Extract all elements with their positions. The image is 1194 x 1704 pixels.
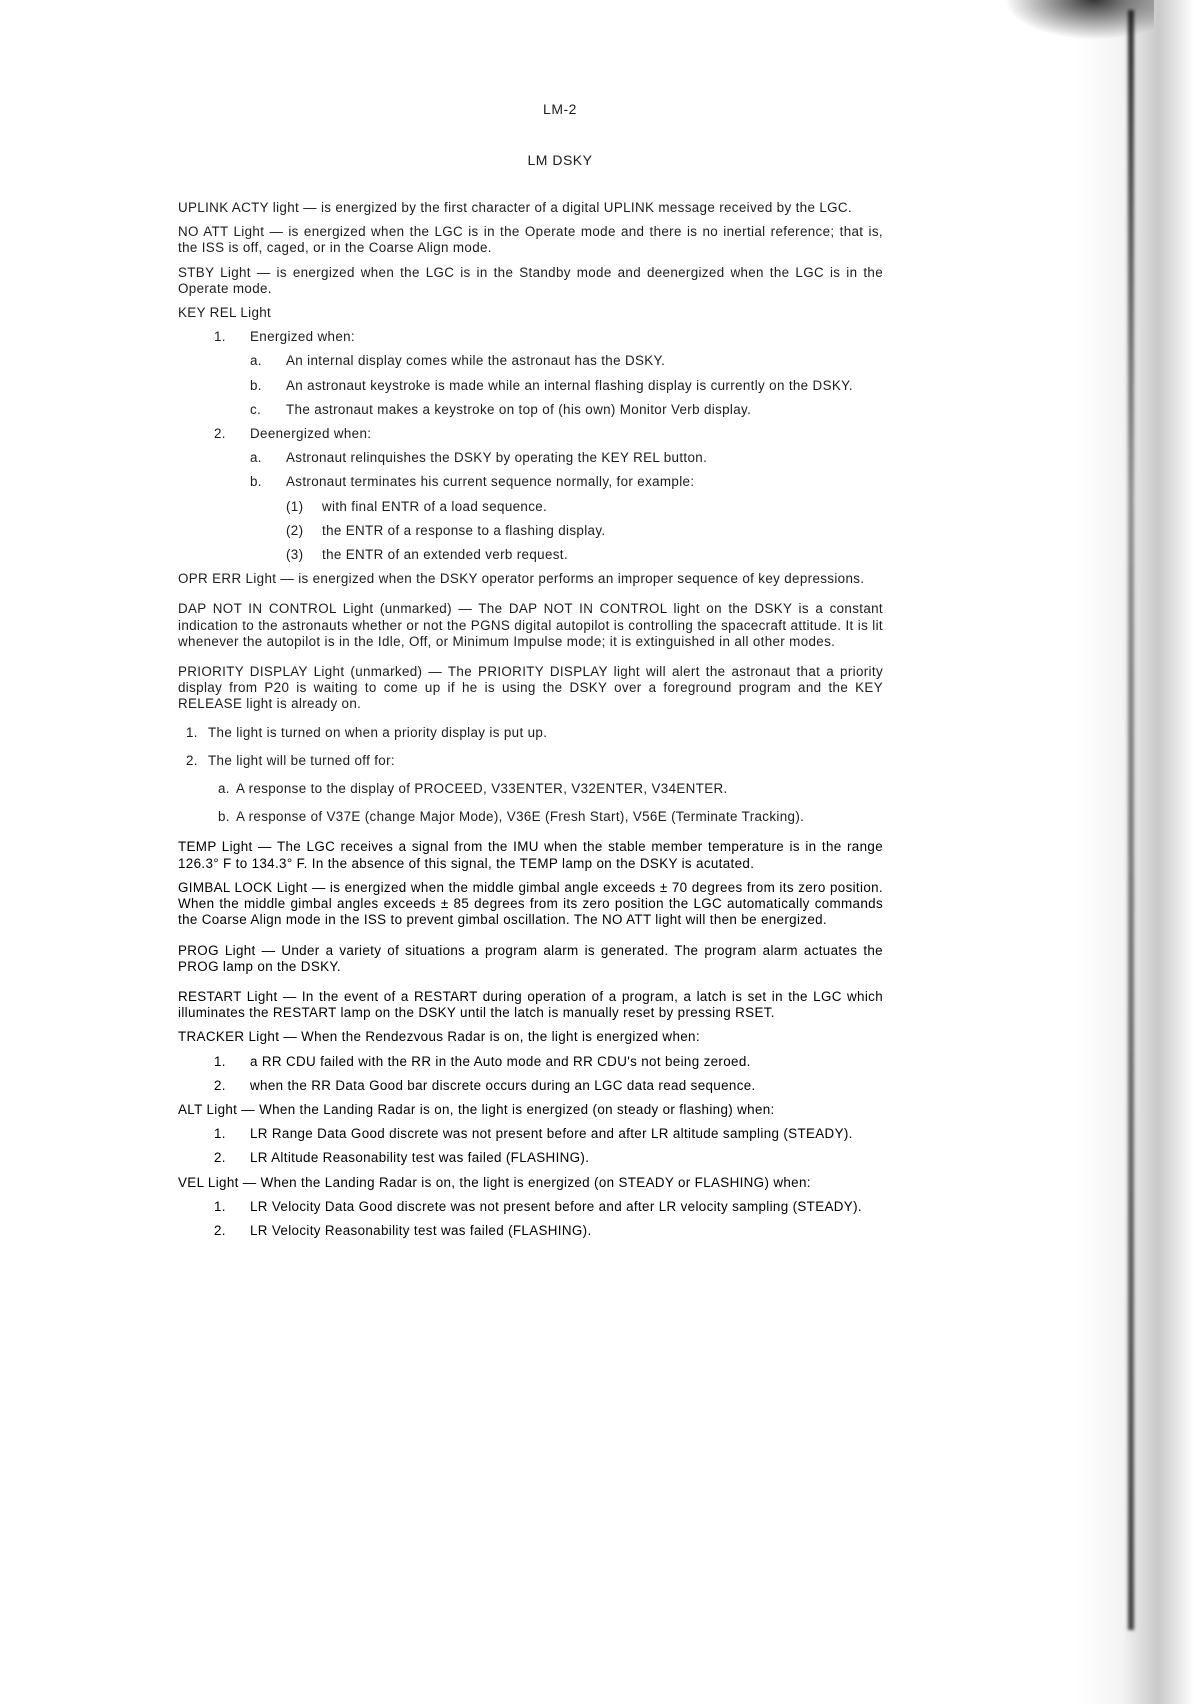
list-item [178,450,883,466]
list-item [178,1150,883,1166]
vel-paragraph: VEL Light — When the Landing Radar is on, the light is energized (on STEADY or FLASHING) when: [178,1174,811,1190]
list-text: A response to the display of PROCEED, V33ENTER, V32ENTER, V34ENTER. [236,781,728,797]
dap-not-in-control-paragraph: DAP NOT IN CONTROL Light (unmarked) — The DAP NOT IN CONTROL light on the DSKY is a constant indication to the astronauts whether or not the PGNS digital autopilot is controlling the spacecraft attitude. It is lit whenever the autopilot is in the Idle, Off, or Minimum Impulse mode; it is extinguished in all other modes. [178,601,883,649]
list-text: when the RR Data Good bar discrete occurs during an LGC data read sequence. [250,1077,756,1093]
restart-paragraph: RESTART Light — In the event of a RESTART during operation of a program, a latch is set in the LGC which illuminates the RESTART lamp on the DSKY until the latch is manually reset by pressing RSET. [178,988,883,1021]
list-text: An astronaut keystroke is made while an internal flashing display is currently on the DSKY. [286,377,853,393]
list-text: The light will be turned off for: [208,752,395,768]
document-body [178,200,883,1247]
stby-paragraph: STBY Light — is energized when the LGC is in the Standby mode and deenergized when the LGC is in the Operate mode. [178,264,883,296]
list-item [178,353,883,369]
list-number: b. [218,809,230,825]
list-text: A response of V37E (change Major Mode), V36E (Fresh Start), V56E (Terminate Tracking). [236,809,805,825]
list-number: 1. [214,1053,226,1069]
list-text: The light is turned on when a priority display is put up. [208,724,548,740]
list-item [178,1223,883,1239]
list-number: b. [250,474,262,490]
list-text: the ENTR of a response to a flashing display. [322,522,606,538]
list-number: 2. [214,1150,226,1166]
list-number: b. [250,377,262,393]
list-number: c. [250,401,262,417]
list-text: Astronaut terminates his current sequence normally, for example: [286,474,695,490]
list-number: a. [218,781,230,797]
prog-paragraph: PROG Light — Under a variety of situations a program alarm is generated. The program alarm actuates the PROG lamp on the DSKY. [178,942,883,974]
list-item [178,1199,883,1215]
list-number: 1. [186,724,198,740]
list-text: LR Altitude Reasonability test was failed (FLASHING). [250,1150,590,1166]
list-text: the ENTR of an extended verb request. [322,547,568,563]
list-number: (3) [286,547,304,563]
list-item [178,809,883,825]
scan-corner-smudge [1004,0,1154,40]
list-number: a. [250,353,262,369]
list-item [178,1054,883,1070]
no-att-paragraph: NO ATT Light — is energized when the LGC is in the Operate mode and there is no inertial reference; that is, the ISS is off, caged, or in the Coarse Align mode. [178,224,883,256]
list-number: 2. [214,1222,226,1238]
uplink-acty-paragraph: UPLINK ACTY light — is energized by the first character of a digital UPLINK message received by the LGC. [178,200,852,215]
list-text: with final ENTR of a load sequence. [322,498,548,514]
tracker-paragraph: TRACKER Light — When the Rendezvous Radar is on, the light is energized when: [178,1029,700,1045]
list-text: LR Range Data Good discrete was not present before and after LR altitude sampling (STEADY). [250,1126,853,1142]
key-rel-heading: KEY REL Light [178,305,272,321]
list-text: An internal display comes while the astronaut has the DSKY. [286,353,666,369]
list-number: 1. [214,329,226,345]
scan-edge-line [1128,10,1134,1630]
list-text: LR Velocity Data Good discrete was not present before and after LR velocity sampling (STEADY). [250,1198,862,1214]
list-item [178,402,883,418]
list-text: a RR CDU failed with the RR in the Auto mode and RR CDU's not being zeroed. [250,1053,751,1069]
list-number: 1. [214,1198,226,1214]
opr-err-paragraph: OPR ERR Light — is energized when the DSKY operator performs an improper sequence of key depressions. [178,571,865,587]
scan-edge-shadow [1074,0,1194,1704]
list-number: (1) [286,498,304,514]
gimbal-lock-paragraph: GIMBAL LOCK Light — is energized when the middle gimbal angle exceeds ± 70 degrees from its zero position. When the middle gimbal angles exceeds ± 85 degrees from its zero position the LGC automatically commands the Coarse Align mode in the ISS to prevent gimbal oscillation. The NO ATT light will then be energized. [178,879,883,928]
list-item [178,426,883,442]
list-number: 2. [214,426,226,442]
page-title: LM DSKY [527,152,593,168]
list-item [178,1078,883,1094]
list-item [178,329,883,345]
priority-display-paragraph: PRIORITY DISPLAY Light (unmarked) — The PRIORITY DISPLAY light will alert the astronaut that a priority display from P20 is waiting to come up if he is using the DSKY over a foreground program and the KEY RELEASE light is already on. [178,664,883,712]
list-item [178,474,883,490]
list-item [178,523,883,539]
list-item [178,781,883,797]
temp-paragraph: TEMP Light — The LGC receives a signal from the IMU when the stable member temperature is in the range 126.3° F to 134.3° F. In the absence of this signal, the TEMP lamp on the DSKY is acutated. [178,839,883,871]
list-item [178,547,883,563]
list-text: The astronaut makes a keystroke on top of (his own) Monitor Verb display. [286,401,752,417]
page-number: LM-2 [543,101,577,117]
list-text: Energized when: [250,329,355,345]
list-number: (2) [286,522,304,538]
list-item [178,753,883,769]
list-item [178,499,883,515]
alt-paragraph: ALT Light — When the Landing Radar is on, the light is energized (on steady or flashing) when: [178,1101,775,1117]
list-text: LR Velocity Reasonability test was failed (FLASHING). [250,1222,592,1238]
list-item [178,725,883,741]
list-number: 1. [214,1126,226,1142]
list-number: 2. [186,752,198,768]
list-text: Deenergized when: [250,426,372,442]
list-item [178,1126,883,1142]
list-number: 2. [214,1077,226,1093]
list-number: a. [250,450,262,466]
list-item [178,378,883,394]
list-text: Astronaut relinquishes the DSKY by operating the KEY REL button. [286,450,708,466]
